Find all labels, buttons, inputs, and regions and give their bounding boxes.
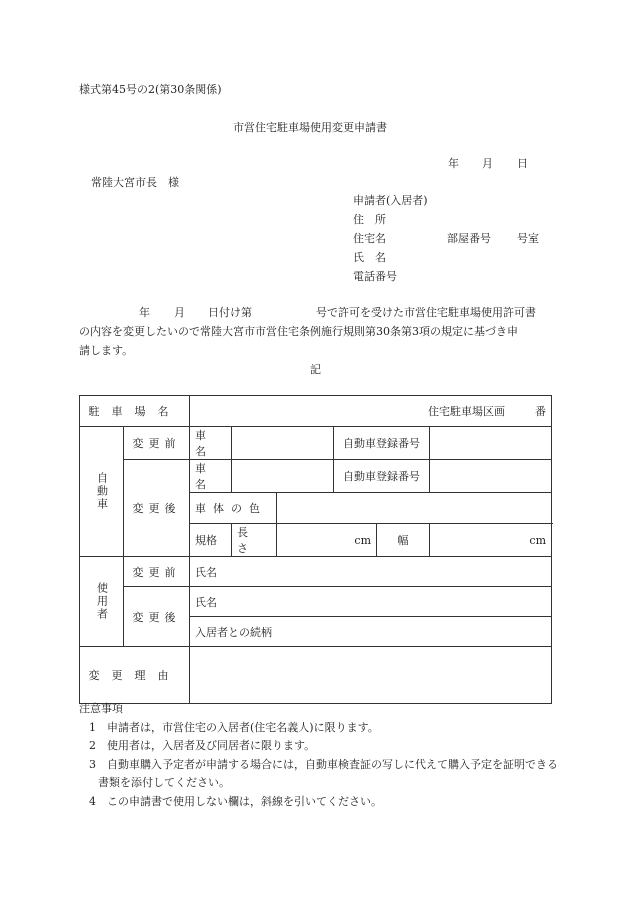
parking-name-label: 駐車場名 (80, 396, 190, 427)
spec-label: 規格 (190, 524, 232, 557)
width-unit: cm (529, 533, 546, 547)
form-number: 様式第45号の2(第30条関係) (79, 83, 222, 96)
body-line1-rest: 号で許可を受けた市営住宅駐車場使用許可書 (316, 306, 536, 319)
width-field[interactable] (430, 524, 552, 557)
date-month: 月 (482, 157, 493, 170)
body-line2: の内容を変更したいので常陸大宮市市営住宅条例施行規則第30条第3項の規定に基づき申 (79, 325, 518, 338)
body-color-field[interactable] (277, 493, 552, 524)
body-year: 年 (139, 306, 150, 319)
user-before-label: 変更前 (124, 557, 190, 587)
applicant-room-label: 部屋番号 (447, 232, 491, 245)
relation-field[interactable] (190, 617, 552, 647)
note-item-3: 3 自動車購入予定者が申請する場合には，自動車検査証の写しに代えて購入予定を証明できる書類を添付してください。 (89, 757, 558, 789)
car-name-before-label: 車名 (190, 427, 232, 460)
reg-number-after-field[interactable] (430, 460, 552, 493)
application-table (79, 395, 552, 704)
notes-section (79, 700, 559, 811)
reg-number-before-field[interactable] (430, 427, 552, 460)
reg-number-before-label: 自動車登録番号 (334, 427, 430, 460)
length-field[interactable] (277, 524, 377, 557)
relation-label: 入居者との続柄 (195, 625, 272, 639)
body-line3: 請します。 (79, 344, 134, 357)
parking-area-label: 住宅駐車場区画 (428, 405, 505, 418)
car-before-label: 変更前 (124, 427, 190, 460)
length-label: 長さ (232, 524, 277, 557)
car-name-after-field[interactable] (232, 460, 334, 493)
applicant-phone-label: 電話番号 (353, 270, 397, 283)
car-name-before-field[interactable] (232, 427, 334, 460)
user-group-label: 使用者 (80, 557, 124, 647)
notes-heading: 注意事項 (79, 702, 123, 715)
length-unit: cm (354, 533, 371, 547)
addressee: 常陸大宮市長 様 (91, 176, 179, 189)
form-title: 市営住宅駐車場使用変更申請書 (233, 121, 387, 134)
user-after-label: 変更後 (124, 587, 190, 647)
note-item-2: 2 使用者は，入居者及び同居者に限ります。 (89, 739, 316, 752)
body-color-label: 車体の色 (190, 493, 277, 524)
applicant-name-label: 氏 名 (353, 251, 386, 264)
car-after-label: 変更後 (124, 460, 190, 557)
applicant-room-suffix: 号室 (517, 232, 539, 245)
reason-label: 変更理由 (80, 647, 190, 704)
date-year: 年 (448, 157, 459, 170)
body-day: 日付け第 (208, 306, 252, 319)
reg-number-after-label: 自動車登録番号 (334, 460, 430, 493)
reason-field[interactable] (190, 647, 552, 704)
note-item-1: 1 申請者は，市営住宅の入居者(住宅名義人)に限ります。 (89, 720, 379, 734)
ban-label: 番 (535, 405, 546, 418)
user-name-after-field[interactable] (190, 587, 552, 617)
car-name-after-label: 車名 (190, 460, 232, 493)
user-name-before-label: 氏名 (195, 565, 217, 579)
parking-area-field[interactable] (190, 396, 552, 427)
width-label: 幅 (377, 524, 430, 557)
note-item-4: 4 この申請書で使用しない欄は，斜線を引いてください。 (89, 794, 382, 808)
date-day: 日 (517, 157, 528, 170)
car-group-label: 自動車 (80, 427, 124, 557)
ki-label: 記 (310, 363, 321, 376)
user-name-before-field[interactable] (190, 557, 552, 587)
body-month: 月 (174, 306, 185, 319)
applicant-label: 申請者(入居者) (353, 194, 428, 207)
applicant-address-label: 住 所 (353, 213, 386, 226)
user-name-after-label: 氏名 (195, 595, 217, 609)
applicant-housing-label: 住宅名 (353, 232, 386, 245)
